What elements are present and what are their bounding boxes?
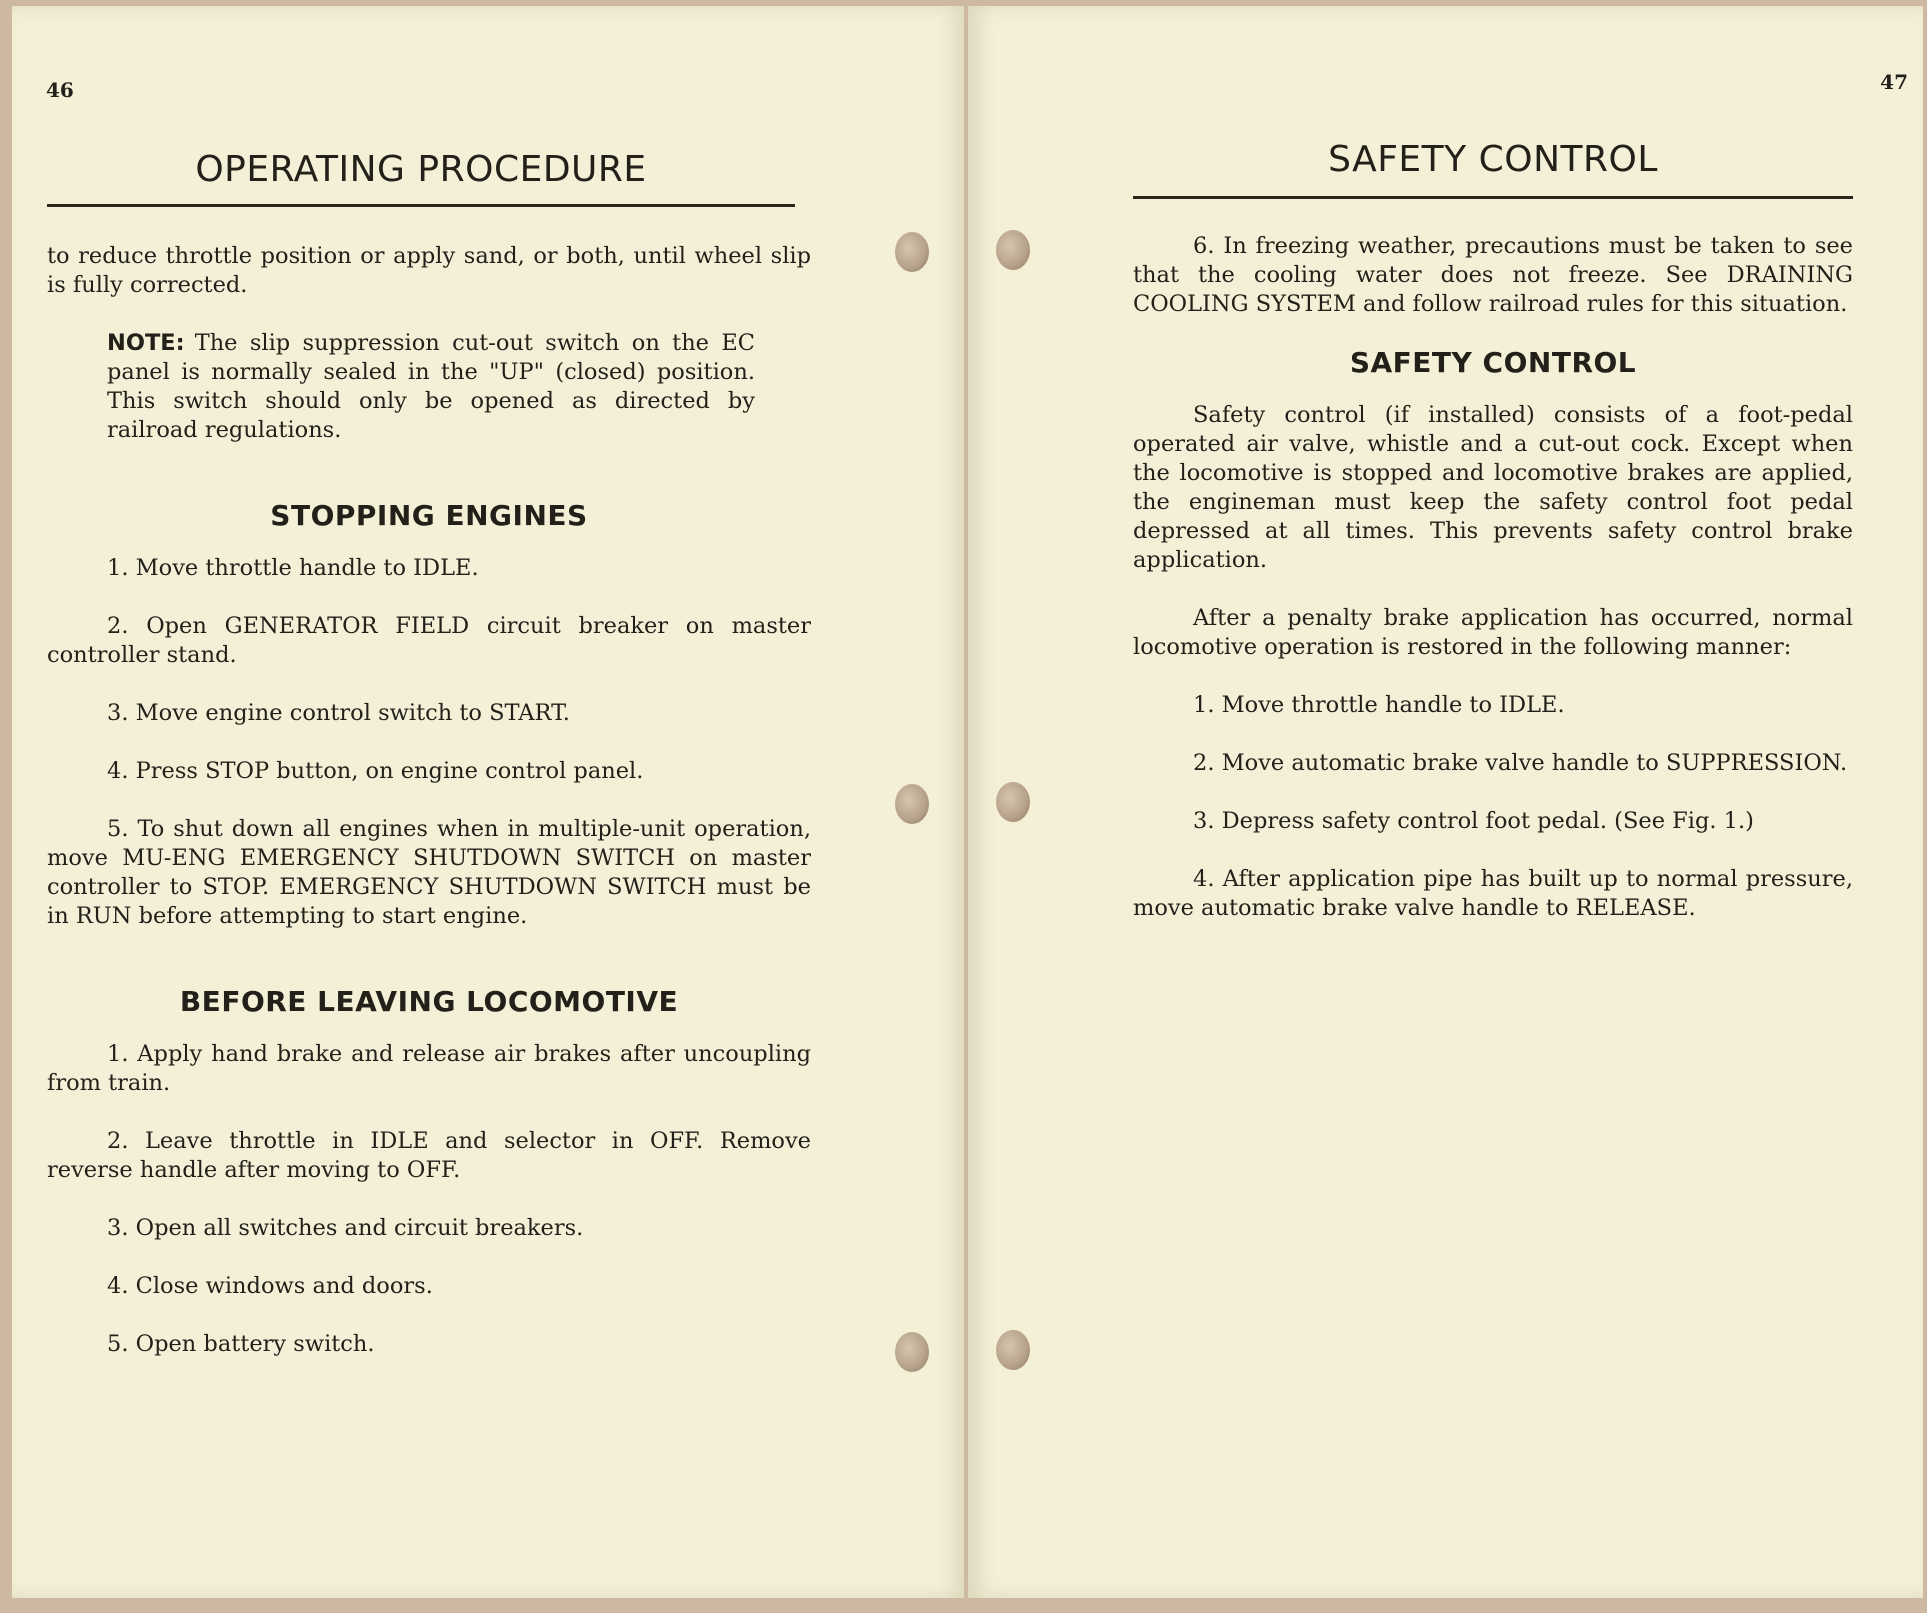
right-page	[968, 6, 1923, 1598]
list-item: 1. Move throttle handle to IDLE.	[107, 555, 479, 581]
list-item: 4. Press STOP button, on engine control panel.	[107, 758, 644, 784]
note-text: The slip suppression cut-out switch on the EC panel is normally sealed in the "UP" (closed) position. This switch should only be opened as directed by railroad regulations.	[107, 330, 755, 443]
page-title: SAFETY CONTROL	[1328, 139, 1658, 180]
body-paragraph: After a penalty brake application has occurred, normal locomotive operation is restored in the following manner:	[1133, 605, 1853, 660]
list-item: 4. Close windows and doors.	[107, 1273, 433, 1299]
intro-paragraph: to reduce throttle position or apply sand, or both, until wheel slip is fully corrected.	[47, 243, 811, 298]
title-rule	[47, 204, 795, 207]
section-heading-before-leaving: BEFORE LEAVING LOCOMOTIVE	[179, 985, 679, 1018]
body-paragraph: Safety control (if installed) consists of a foot-pedal operated air valve, whistle and a cut-out cock. Except when the locomotive is stopped and locomotive brakes are applied, the engineman must keep the safety control foot pedal depressed at all times. This prevents safety control brake application.	[1133, 402, 1853, 573]
binder-hole	[996, 1330, 1030, 1370]
binder-hole	[895, 784, 929, 824]
list-item: 1. Apply hand brake and release air brakes after uncoupling from train.	[47, 1041, 811, 1096]
page-number: 46	[46, 78, 74, 102]
section-heading-stopping-engines: STOPPING ENGINES	[270, 499, 588, 532]
list-item: 5. To shut down all engines when in multiple-unit operation, move MU-ENG EMERGENCY SHUTDOWN SWITCH on master controller to STOP. EMERGENCY SHUTDOWN SWITCH must be in RUN before attempting to start engine.	[47, 816, 811, 929]
note-paragraph	[107, 329, 755, 445]
binder-hole	[895, 1332, 929, 1372]
list-item: 4. After application pipe has built up to normal pressure, move automatic brake valve handle to RELEASE.	[1133, 866, 1853, 921]
left-page-content	[47, 242, 811, 1388]
list-item: 3. Move engine control switch to START.	[107, 700, 570, 726]
binder-hole	[996, 782, 1030, 822]
right-page-content	[1133, 232, 1853, 952]
page-number: 47	[1880, 70, 1908, 94]
list-item: 2. Leave throttle in IDLE and selector in OFF. Remove reverse handle after moving to OFF.	[47, 1128, 811, 1183]
left-page	[12, 6, 964, 1598]
page-title: OPERATING PROCEDURE	[195, 149, 647, 190]
binder-hole	[996, 230, 1030, 270]
list-item: 3. Open all switches and circuit breakers.	[107, 1215, 584, 1241]
list-item: 2. Move automatic brake valve handle to SUPPRESSION.	[1193, 750, 1848, 776]
title-rule	[1133, 196, 1853, 199]
section-heading-safety-control: SAFETY CONTROL	[1349, 346, 1637, 379]
note-label: NOTE:	[107, 330, 185, 356]
list-item: 2. Open GENERATOR FIELD circuit breaker on master controller stand.	[47, 613, 811, 668]
list-item: 1. Move throttle handle to IDLE.	[1193, 692, 1565, 718]
binder-hole	[895, 232, 929, 272]
list-item: 6. In freezing weather, precautions must be taken to see that the cooling water does not freeze. See DRAINING COOLING SYSTEM and follow railroad rules for this situation.	[1133, 233, 1853, 317]
list-item: 3. Depress safety control foot pedal. (See Fig. 1.)	[1193, 808, 1754, 834]
list-item: 5. Open battery switch.	[107, 1331, 375, 1357]
